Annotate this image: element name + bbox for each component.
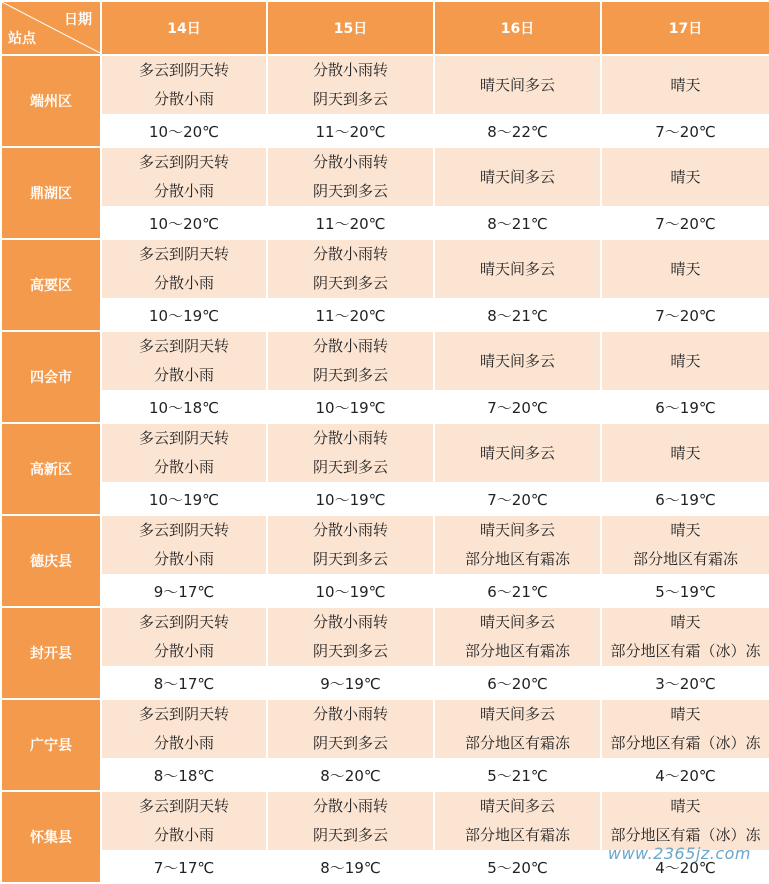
weather-cell <box>267 147 434 207</box>
weather-cell <box>267 423 434 483</box>
weather-text: 阴天到多云 <box>312 734 388 752</box>
temperature-cell: 7～17℃ <box>101 851 267 883</box>
weather-text: 部分地区有霜冻 <box>464 642 570 660</box>
weather-text: 部分地区有霜冻 <box>464 734 570 752</box>
weather-cell <box>434 607 601 667</box>
weather-cell <box>101 147 267 207</box>
weather-text: 部分地区有霜冻 <box>632 550 738 568</box>
station-weather-row <box>1 607 769 667</box>
weather-text: 多云到阴天转 <box>138 61 229 79</box>
temperature-cell: 4～20℃ <box>601 759 769 791</box>
temperature-cell: 8～20℃ <box>267 759 434 791</box>
watermark: www.2365jz.com <box>607 844 751 863</box>
day-header-15: 15日 <box>267 1 434 55</box>
station-temp-row <box>1 483 769 515</box>
weather-text: 晴天 <box>670 259 701 278</box>
temperature-cell: 5～19℃ <box>601 575 769 607</box>
station-weather-row <box>1 331 769 391</box>
weather-cell <box>434 791 601 851</box>
weather-cell <box>434 331 601 391</box>
weather-cell <box>434 423 601 483</box>
weather-cell <box>601 515 769 575</box>
temperature-cell: 7～20℃ <box>601 299 769 331</box>
weather-cell <box>267 239 434 299</box>
temperature-cell: 7～20℃ <box>601 207 769 239</box>
weather-text: 晴天 <box>670 351 701 370</box>
station-name-cell: 端州区 <box>1 55 101 147</box>
station-temp-row <box>1 575 769 607</box>
station-weather-row <box>1 147 769 207</box>
weather-text: 晴天 <box>670 75 701 94</box>
weather-text: 分散小雨 <box>153 734 214 752</box>
weather-text: 部分地区有霜冻 <box>464 550 570 568</box>
temperature-cell: 7～20℃ <box>601 115 769 147</box>
station-weather-row <box>1 515 769 575</box>
temperature-cell: 4～20℃ <box>601 851 769 883</box>
weather-text: 晴天间多云 <box>479 443 555 462</box>
weather-text: 阴天到多云 <box>312 274 388 292</box>
temperature-cell: 8～22℃ <box>434 115 601 147</box>
weather-text: 晴天间多云 <box>479 521 555 539</box>
weather-cell <box>601 791 769 851</box>
weather-text: 晴天间多云 <box>479 613 555 631</box>
weather-text: 晴天 <box>670 443 701 462</box>
station-weather-row <box>1 699 769 759</box>
weather-text: 分散小雨转 <box>312 337 388 355</box>
weather-text: 多云到阴天转 <box>138 705 229 723</box>
weather-cell <box>601 239 769 299</box>
weather-text: 分散小雨 <box>153 826 214 844</box>
weather-text: 分散小雨转 <box>312 705 388 723</box>
weather-text: 分散小雨转 <box>312 153 388 171</box>
temperature-cell: 6～21℃ <box>434 575 601 607</box>
weather-cell <box>101 55 267 115</box>
weather-text: 多云到阴天转 <box>138 153 229 171</box>
weather-text: 晴天 <box>670 797 701 815</box>
weather-text: 晴天 <box>670 167 701 186</box>
day-header-16: 16日 <box>434 1 601 55</box>
temperature-cell: 10～19℃ <box>267 391 434 423</box>
temperature-cell: 7～20℃ <box>434 391 601 423</box>
weather-text: 分散小雨转 <box>312 429 388 447</box>
weather-text: 阴天到多云 <box>312 90 388 108</box>
weather-text: 阴天到多云 <box>312 366 388 384</box>
weather-text: 多云到阴天转 <box>138 797 229 815</box>
weather-text: 分散小雨转 <box>312 61 388 79</box>
weather-cell <box>601 607 769 667</box>
temperature-cell: 8～17℃ <box>101 667 267 699</box>
temperature-cell: 11～20℃ <box>267 207 434 239</box>
station-name-cell: 封开县 <box>1 607 101 699</box>
weather-cell <box>601 147 769 207</box>
weather-cell <box>267 607 434 667</box>
weather-text: 晴天间多云 <box>479 167 555 186</box>
weather-text: 分散小雨 <box>153 182 214 200</box>
temperature-cell: 5～20℃ <box>434 851 601 883</box>
temperature-cell: 8～21℃ <box>434 207 601 239</box>
forecast-body <box>1 55 769 883</box>
station-temp-row <box>1 299 769 331</box>
weather-text: 阴天到多云 <box>312 182 388 200</box>
weather-text: 多云到阴天转 <box>138 337 229 355</box>
station-weather-row <box>1 55 769 115</box>
weather-text: 分散小雨转 <box>312 613 388 631</box>
weather-text: 晴天间多云 <box>479 797 555 815</box>
weather-text: 阴天到多云 <box>312 550 388 568</box>
corner-station-label: 站点 <box>8 31 36 47</box>
station-temp-row <box>1 207 769 239</box>
station-weather-row <box>1 423 769 483</box>
temperature-cell: 10～19℃ <box>267 575 434 607</box>
weather-text: 阴天到多云 <box>312 642 388 660</box>
station-temp-row <box>1 667 769 699</box>
temperature-cell: 6～20℃ <box>434 667 601 699</box>
weather-cell <box>434 699 601 759</box>
temperature-cell: 10～19℃ <box>101 483 267 515</box>
weather-cell <box>101 607 267 667</box>
temperature-cell: 7～20℃ <box>434 483 601 515</box>
station-temp-row <box>1 759 769 791</box>
station-name-cell: 德庆县 <box>1 515 101 607</box>
weather-cell <box>101 423 267 483</box>
station-temp-row <box>1 115 769 147</box>
weather-text: 多云到阴天转 <box>138 245 229 263</box>
weather-cell <box>434 147 601 207</box>
temperature-cell: 8～18℃ <box>101 759 267 791</box>
temperature-cell: 3～20℃ <box>601 667 769 699</box>
day-header-17: 17日 <box>601 1 769 55</box>
station-name-cell: 广宁县 <box>1 699 101 791</box>
station-name-cell: 高要区 <box>1 239 101 331</box>
weather-cell <box>267 55 434 115</box>
weather-text: 部分地区有霜（冰）冻 <box>610 642 761 660</box>
temperature-cell: 10～18℃ <box>101 391 267 423</box>
station-name-cell: 怀集县 <box>1 791 101 883</box>
weather-text: 分散小雨 <box>153 550 214 568</box>
weather-text: 晴天 <box>670 705 701 723</box>
weather-cell <box>101 515 267 575</box>
weather-text: 分散小雨 <box>153 274 214 292</box>
station-name-cell: 鼎湖区 <box>1 147 101 239</box>
corner-header-cell <box>1 1 101 55</box>
weather-text: 分散小雨转 <box>312 797 388 815</box>
temperature-cell: 10～19℃ <box>101 299 267 331</box>
weather-text: 多云到阴天转 <box>138 521 229 539</box>
temperature-cell: 8～21℃ <box>434 299 601 331</box>
weather-text: 晴天 <box>670 613 701 631</box>
temperature-cell: 10～20℃ <box>101 207 267 239</box>
weather-text: 分散小雨 <box>153 458 214 476</box>
weather-cell <box>434 515 601 575</box>
weather-cell <box>434 55 601 115</box>
weather-cell <box>267 791 434 851</box>
temperature-cell: 9～19℃ <box>267 667 434 699</box>
weather-text: 晴天 <box>670 521 701 539</box>
weather-cell <box>601 699 769 759</box>
weather-text: 部分地区有霜（冰）冻 <box>610 826 761 844</box>
weather-cell <box>101 699 267 759</box>
weather-text: 晴天间多云 <box>479 351 555 370</box>
station-name-cell: 四会市 <box>1 331 101 423</box>
weather-text: 分散小雨 <box>153 366 214 384</box>
weather-text: 多云到阴天转 <box>138 429 229 447</box>
weather-text: 阴天到多云 <box>312 458 388 476</box>
weather-text: 部分地区有霜冻 <box>464 826 570 844</box>
weather-text: 晴天间多云 <box>479 259 555 278</box>
weather-cell <box>601 55 769 115</box>
weather-cell <box>601 423 769 483</box>
weather-cell <box>101 239 267 299</box>
station-weather-row <box>1 239 769 299</box>
weather-cell <box>101 791 267 851</box>
temperature-cell: 9～17℃ <box>101 575 267 607</box>
weather-text: 多云到阴天转 <box>138 613 229 631</box>
temperature-cell: 8～19℃ <box>267 851 434 883</box>
weather-cell <box>601 331 769 391</box>
weather-cell <box>267 699 434 759</box>
temperature-cell: 10～20℃ <box>101 115 267 147</box>
weather-text: 晴天间多云 <box>479 705 555 723</box>
weather-text: 分散小雨转 <box>312 521 388 539</box>
weather-cell <box>267 331 434 391</box>
weather-text: 分散小雨 <box>153 90 214 108</box>
weather-text: 分散小雨转 <box>312 245 388 263</box>
weather-text: 阴天到多云 <box>312 826 388 844</box>
temperature-cell: 6～19℃ <box>601 483 769 515</box>
weather-text: 部分地区有霜（冰）冻 <box>610 734 761 752</box>
temperature-cell: 6～19℃ <box>601 391 769 423</box>
station-weather-row <box>1 791 769 851</box>
station-name-cell: 高新区 <box>1 423 101 515</box>
weather-text: 分散小雨 <box>153 642 214 660</box>
weather-cell <box>101 331 267 391</box>
temperature-cell: 11～20℃ <box>267 115 434 147</box>
weather-text: 晴天间多云 <box>479 75 555 94</box>
temperature-cell: 10～19℃ <box>267 483 434 515</box>
day-header-14: 14日 <box>101 1 267 55</box>
corner-date-label: 日期 <box>64 12 92 28</box>
station-temp-row <box>1 391 769 423</box>
temperature-cell: 11～20℃ <box>267 299 434 331</box>
weather-cell <box>434 239 601 299</box>
temperature-cell: 5～21℃ <box>434 759 601 791</box>
weather-cell <box>267 515 434 575</box>
header-row <box>1 1 769 55</box>
